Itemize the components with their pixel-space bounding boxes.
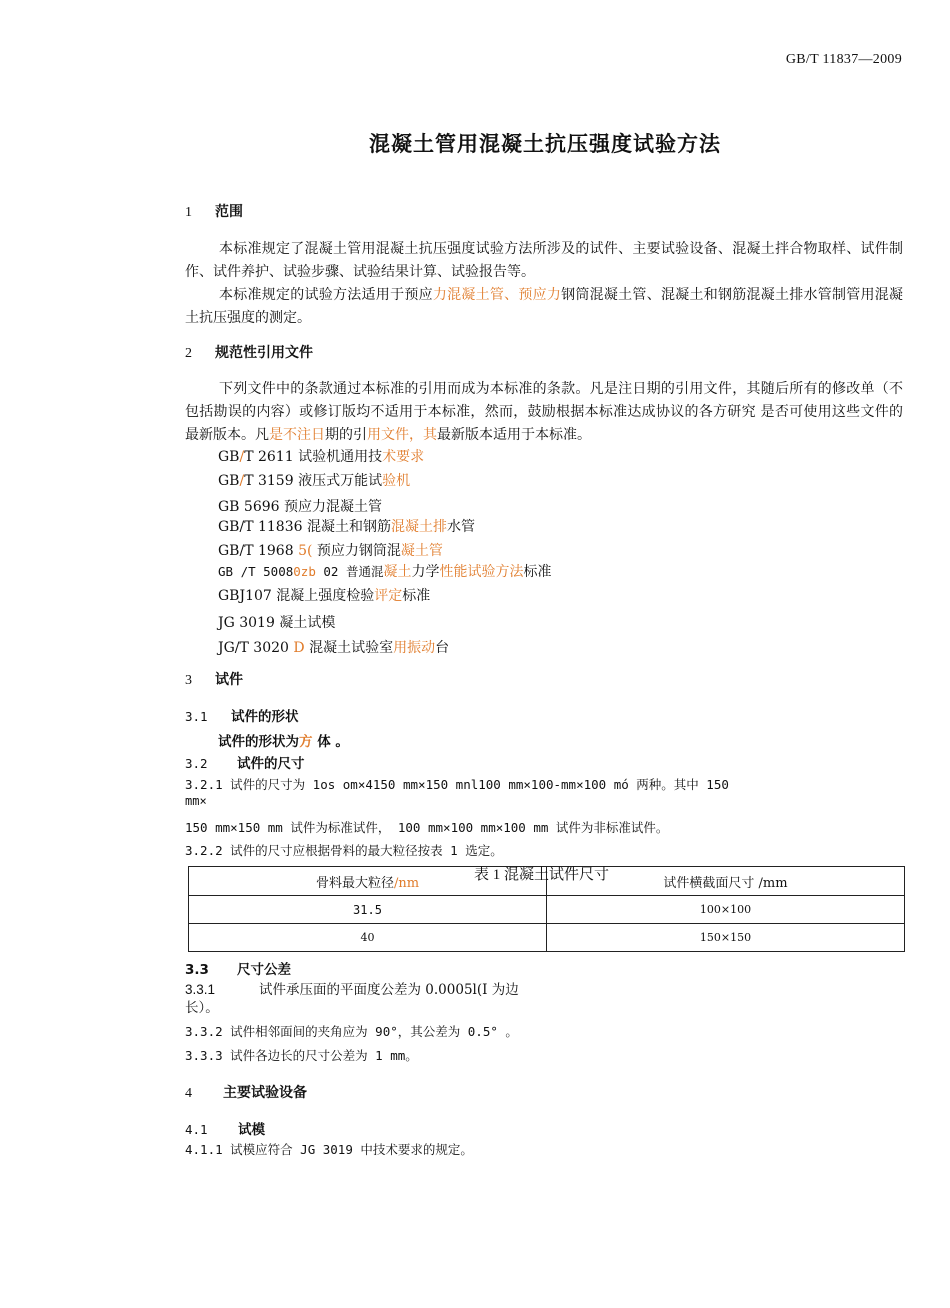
subsection-number: 3.3 bbox=[185, 962, 209, 978]
reference-item bbox=[218, 516, 475, 536]
text-run: GB/T 11836 混凝土和钢筋 bbox=[218, 519, 391, 535]
subsection-3-1-text bbox=[218, 730, 349, 750]
text-run: 02 普通混 bbox=[315, 564, 384, 579]
subsection-title: 试模 bbox=[238, 1122, 265, 1138]
text-run: 期的引 bbox=[325, 427, 367, 443]
highlight-text: 是不注日 bbox=[269, 427, 325, 443]
text-run: 混凝土试验室 bbox=[304, 640, 394, 656]
text-run: 试件的形状为 bbox=[218, 734, 299, 750]
text-run: 下列文件中的条款通过本标准的引用而成为本标准的条款。凡是注日期的引用文件，其随后所有的修改单（不包括勘误的内容）或修订版均不适用于本标准，然而，鼓励根据本标准达成协议的各方研究 是否可使用这些文件的最新版本。凡 bbox=[185, 381, 903, 443]
highlight-text: 评定 bbox=[374, 588, 403, 604]
text-run: GBJ107 混凝上强度检验 bbox=[218, 588, 375, 604]
subsection-title: 试件的形状 bbox=[231, 709, 299, 725]
clause-3-3-2: 3.3.2 试件相邻面间的夹角应为 90°，其公差为 0.5° 。 bbox=[185, 1024, 518, 1039]
text-run: GB/T 1968 bbox=[218, 543, 299, 559]
section-1-heading bbox=[185, 201, 243, 221]
text-run: GB bbox=[218, 449, 240, 465]
clause-4-1-1: 4.1.1 试模应符合 JG 3019 中技术要求的规定。 bbox=[185, 1142, 473, 1157]
reference-item bbox=[218, 470, 410, 490]
section-1-paragraph-2 bbox=[185, 284, 903, 330]
subsection-number: 3.2 bbox=[185, 756, 208, 771]
text-run: 标准 bbox=[402, 588, 431, 604]
text-run: 本标准规定的试验方法适用于预应 bbox=[219, 287, 433, 303]
reference-item bbox=[218, 637, 449, 657]
text-run: 水管 bbox=[446, 519, 475, 535]
text-run: GB bbox=[218, 473, 240, 489]
section-2-paragraph bbox=[185, 378, 903, 447]
reference-item bbox=[218, 446, 424, 466]
clause-3-2-1-line-2: 150 mm×150 mm 试件为标准试件， 100 mm×100 mm×100 mm 试件为非标准试件。 bbox=[185, 820, 669, 835]
reference-item bbox=[218, 585, 430, 605]
table-header-cell: 试件横截面尺寸 /mm bbox=[547, 867, 905, 896]
clause-3-3-3: 3.3.3 试件各边长的尺寸公差为 1 mm。 bbox=[185, 1048, 418, 1063]
section-number: 4 bbox=[185, 1086, 192, 1101]
highlight-text: 凝土 bbox=[383, 564, 412, 580]
subsection-3-3-heading bbox=[185, 958, 291, 978]
clause-text: 试件承压面的平面度公差为 0.0005l(I 为边 bbox=[259, 982, 519, 998]
section-title: 试件 bbox=[215, 672, 243, 688]
subsection-title: 试件的尺寸 bbox=[237, 756, 305, 772]
text-run: GB /T 5008 bbox=[218, 564, 294, 579]
section-number: 3 bbox=[185, 673, 192, 688]
text-run: 台 bbox=[435, 640, 450, 656]
text-run: 力学 bbox=[411, 564, 440, 580]
subsection-3-1-heading bbox=[185, 705, 299, 725]
text-run: 体 。 bbox=[312, 734, 349, 750]
text-run: T 3159 液压式万能试 bbox=[244, 473, 383, 489]
highlight-text: 凝土管 bbox=[400, 543, 443, 559]
section-title: 规范性引用文件 bbox=[215, 345, 313, 361]
highlight-text: 力混凝土管、预应力 bbox=[432, 287, 562, 303]
table-cell: 100×100 bbox=[547, 896, 905, 924]
clause-3-3-1 bbox=[185, 978, 519, 998]
highlight-text: 方 bbox=[299, 734, 313, 750]
highlight-text: 性能试验方法 bbox=[439, 564, 524, 580]
clause-3-2-1-line-1b: mm× bbox=[185, 794, 207, 808]
section-3-heading bbox=[185, 669, 243, 689]
clause-3-2-1-line-1: 3.2.1 试件的尺寸为 1os om×4150 mm×150 mnl100 mm×100-mm×100 mó 两种。其中 150 bbox=[185, 777, 729, 792]
table-row bbox=[189, 924, 905, 952]
section-1-paragraph-1: 本标准规定了混凝土管用混凝土抗压强度试验方法所涉及的试件、主要试验设备、混凝土拌合物取样、试件制作、试件养护、试验步骤、试验结果计算、试验报告等。 bbox=[185, 241, 903, 280]
table-cell: 31.5 bbox=[189, 896, 547, 924]
text-run: JG/T 3020 bbox=[218, 640, 294, 656]
table-cell: 40 bbox=[189, 924, 547, 952]
page-title: 混凝土管用混凝土抗压强度试验方法 bbox=[369, 132, 721, 156]
highlight-text: 混凝土排 bbox=[390, 519, 447, 535]
highlight-text: / bbox=[239, 473, 245, 489]
text-run: 标准 bbox=[523, 564, 552, 580]
reference-item bbox=[218, 540, 443, 560]
highlight-text: 用振动 bbox=[393, 640, 436, 656]
standard-number: GB/T 11837—2009 bbox=[785, 52, 902, 67]
subsection-number: 3.1 bbox=[185, 709, 208, 724]
text-run: 钢筒混凝土管、混凝土和钢筋混凝土排水管制管用混凝土抗压强度的测定。 bbox=[185, 287, 904, 326]
text-run: 骨料最大粒径 bbox=[315, 875, 394, 891]
highlight-text: 验机 bbox=[382, 473, 411, 489]
section-number: 2 bbox=[185, 346, 192, 361]
highlight-text: 术要求 bbox=[382, 449, 425, 465]
subsection-title: 尺寸公差 bbox=[237, 962, 291, 978]
highlight-text: 用文件，其 bbox=[367, 427, 437, 443]
subsection-4-1-heading bbox=[185, 1118, 265, 1138]
clause-3-2-2: 3.2.2 试件的尺寸应根据骨料的最大粒径按表 1 选定。 bbox=[185, 843, 503, 858]
section-title: 主要试验设备 bbox=[223, 1085, 307, 1101]
reference-item: JG 3019 凝土试模 bbox=[218, 615, 336, 631]
section-number: 1 bbox=[185, 205, 192, 220]
table-caption: 表 1 混凝土试件尺寸 bbox=[474, 867, 610, 883]
reference-item: GB 5696 预应力混凝土管 bbox=[218, 499, 383, 515]
highlight-text: 0zb bbox=[293, 564, 316, 579]
text-run: 最新版本适用于本标准。 bbox=[437, 427, 591, 443]
highlight-text: / bbox=[239, 449, 245, 465]
highlight-text: D bbox=[293, 640, 305, 656]
highlight-text: 5( bbox=[298, 543, 313, 559]
subsection-3-2-heading bbox=[185, 752, 305, 772]
section-4-heading bbox=[185, 1082, 307, 1102]
clause-number: 3.3.1 bbox=[185, 982, 216, 997]
table-row bbox=[189, 896, 905, 924]
reference-item bbox=[218, 561, 551, 581]
section-2-heading bbox=[185, 342, 313, 362]
subsection-number: 4.1 bbox=[185, 1122, 208, 1137]
table-cell: 150×150 bbox=[547, 924, 905, 952]
section-title: 范围 bbox=[215, 204, 243, 220]
text-run: 预应力钢筒混 bbox=[312, 543, 401, 559]
clause-3-3-1-continued: 长）。 bbox=[185, 1000, 219, 1016]
text-run: T 2611 试验机通用技 bbox=[244, 449, 383, 465]
highlight-text: /nm bbox=[393, 875, 420, 891]
